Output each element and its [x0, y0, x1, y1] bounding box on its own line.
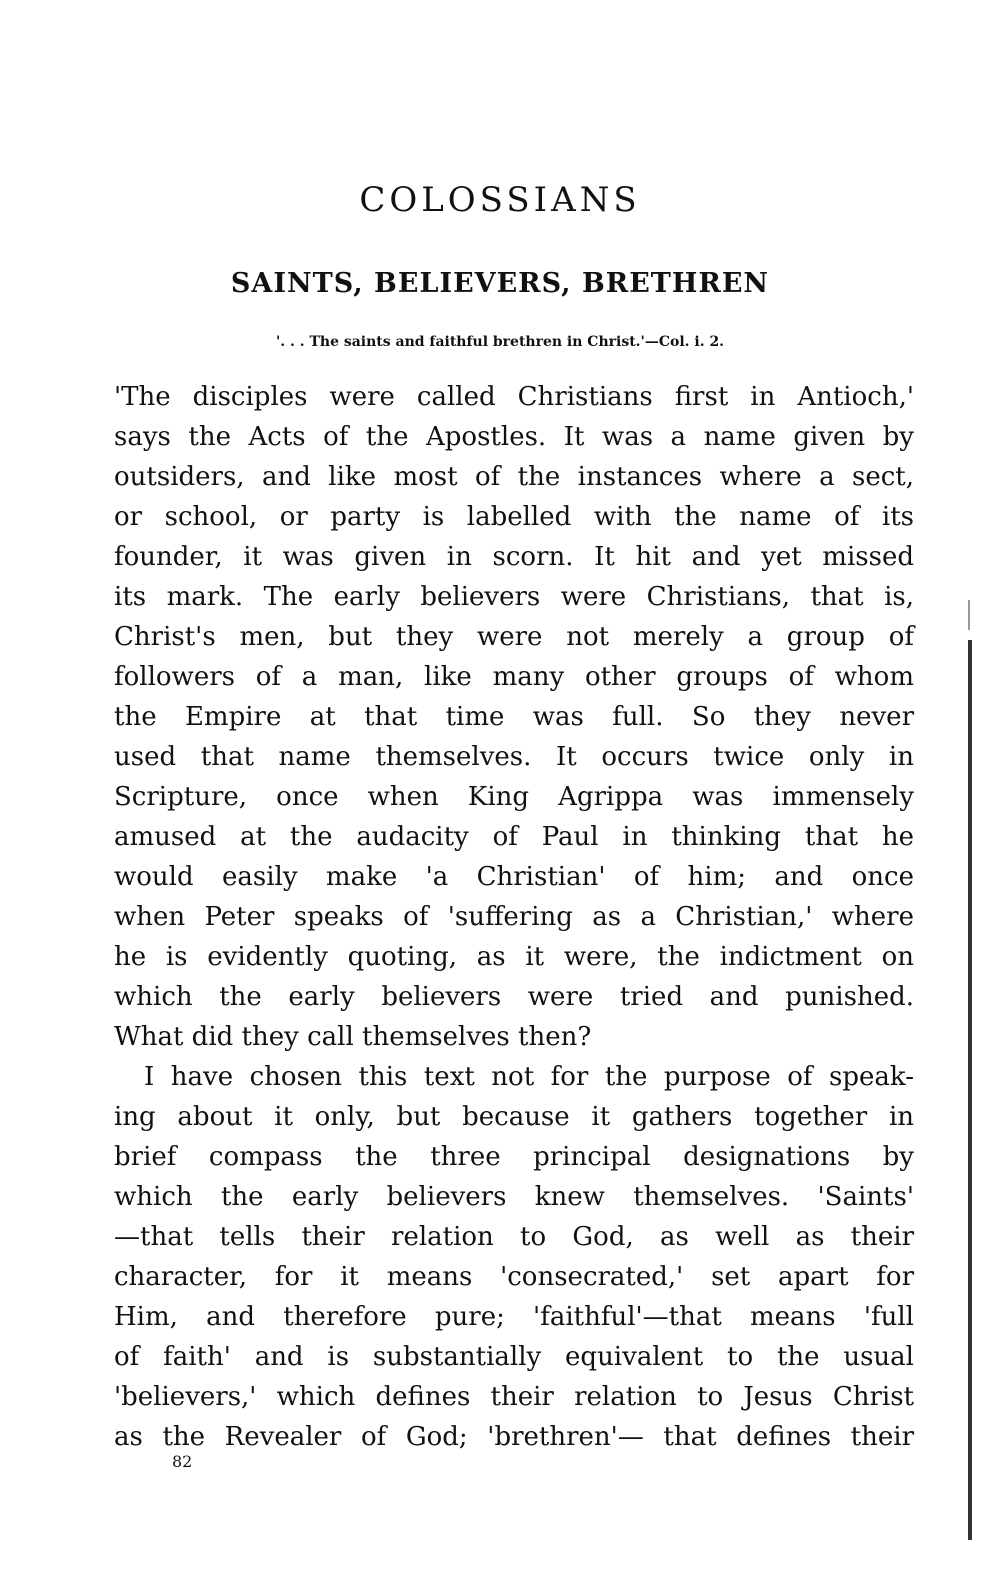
- text-line: followers of a man, like many other groups of whom: [114, 662, 914, 692]
- text-line: its mark. The early believers were Christians, that is,: [114, 582, 914, 612]
- body-text: [114, 377, 914, 1457]
- text-line: when Peter speaks of 'suffering as a Christian,' where: [114, 902, 914, 932]
- text-line: 'The disciples were called Christians first in Antioch,': [114, 382, 914, 412]
- text-line: Christ's men, but they were not merely a group of: [114, 622, 914, 652]
- text-line: ing about it only, but because it gathers together in: [114, 1102, 914, 1132]
- page-edge-mark: [968, 600, 970, 630]
- page-title: COLOSSIANS: [359, 180, 641, 220]
- text-line: founder, it was given in scorn. It hit and yet missed: [114, 542, 914, 572]
- text-line: the Empire at that time was full. So they never: [114, 702, 914, 732]
- text-line: which the early believers were tried and punished.: [114, 982, 914, 1012]
- text-line: outsiders, and like most of the instances where a sect,: [114, 462, 914, 492]
- text-line: of faith' and is substantially equivalent to the usual: [114, 1342, 914, 1372]
- text-line: Scripture, once when King Agrippa was immensely: [114, 782, 914, 812]
- text-line: would easily make 'a Christian' of him; and once: [114, 862, 914, 892]
- text-line: I have chosen this text not for the purpose of speak-: [144, 1062, 914, 1092]
- text-line: which the early believers knew themselves. 'Saints': [114, 1182, 914, 1212]
- text-line: 'believers,' which defines their relation to Jesus Christ: [114, 1382, 914, 1412]
- text-line: What did they call themselves then?: [114, 1022, 592, 1052]
- text-line: amused at the audacity of Paul in thinking that he: [114, 822, 914, 852]
- text-line: used that name themselves. It occurs twice only in: [114, 742, 914, 772]
- text-line: as the Revealer of God; 'brethren'— that defines their: [114, 1422, 914, 1452]
- text-line: character, for it means 'consecrated,' set apart for: [114, 1262, 914, 1292]
- epigraph-quote: '. . . The saints and faithful brethren in Christ.'—Col. i. 2.: [275, 334, 725, 350]
- text-line: or school, or party is labelled with the name of its: [114, 502, 914, 532]
- text-line: he is evidently quoting, as it were, the indictment on: [114, 942, 914, 972]
- text-line: brief compass the three principal designations by: [114, 1142, 914, 1172]
- text-line: says the Acts of the Apostles. It was a name given by: [114, 422, 914, 452]
- page-edge-rule: [968, 640, 972, 1540]
- text-line: Him, and therefore pure; 'faithful'—that means 'full: [114, 1302, 914, 1332]
- section-title: SAINTS, BELIEVERS, BRETHREN: [230, 268, 770, 299]
- text-line: —that tells their relation to God, as well as their: [114, 1222, 914, 1252]
- page-number: 82: [172, 1452, 193, 1471]
